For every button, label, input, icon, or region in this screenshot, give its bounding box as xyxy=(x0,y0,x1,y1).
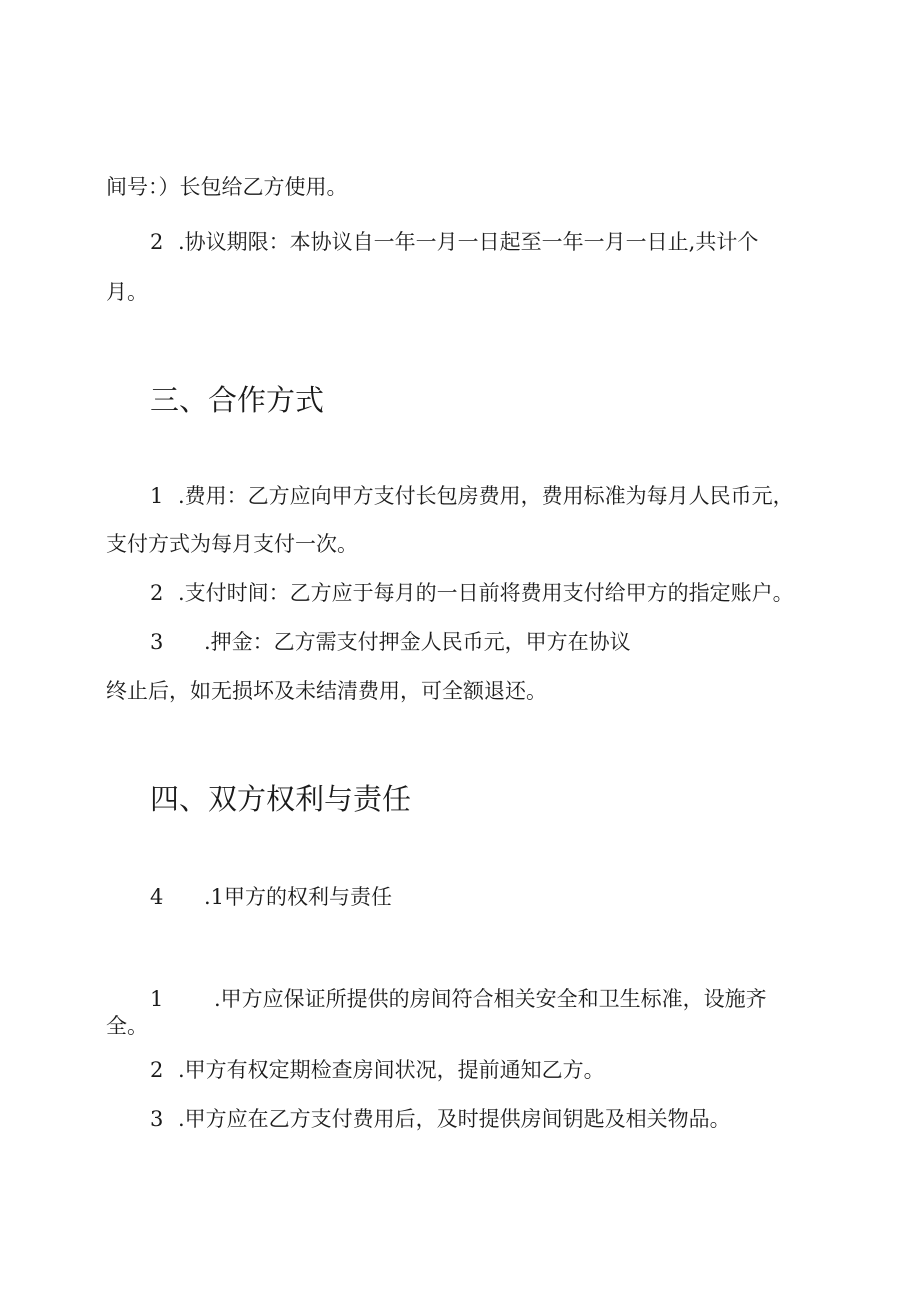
clause-keys: 3 .甲方应在乙方支付费用后，及时提供房间钥匙及相关物品。 xyxy=(150,1107,731,1131)
clause-number: 3 xyxy=(150,1107,164,1131)
section-heading-cooperation: 三、合作方式 xyxy=(150,383,325,417)
clause-number: 2 xyxy=(150,581,164,605)
clause-payment-time: 2 .支付时间：乙方应于每月的一日前将费用支付给甲方的指定账户。 xyxy=(150,581,794,605)
clause-agreement-term: 2 .协议期限：本协议自一年一月一日起至一年一月一日止,共计个 xyxy=(150,230,759,254)
subsection-party-a-rights: 4 .1甲方的权利与责任 xyxy=(150,885,393,909)
continuation-line-refund: 终止后，如无损坏及未结清费用，可全额退还。 xyxy=(106,679,547,703)
continuation-line-complete: 全。 xyxy=(106,1014,148,1038)
clause-inspection: 2 .甲方有权定期检查房间状况，提前通知乙方。 xyxy=(150,1058,605,1082)
continuation-line-room-number: 间号：）长包给乙方使用。 xyxy=(106,175,348,199)
continuation-line-payment-method: 支付方式为每月支付一次。 xyxy=(106,532,358,556)
clause-number: 1 xyxy=(150,987,164,1011)
clause-deposit: 3 .押金：乙方需支付押金人民币元，甲方在协议 xyxy=(150,630,631,654)
clause-number: 2 xyxy=(150,230,164,254)
clause-number: 1 xyxy=(150,484,164,508)
clause-safety-standards: 1 .甲方应保证所提供的房间符合相关安全和卫生标准，设施齐 xyxy=(150,987,767,1011)
continuation-line-month: 月。 xyxy=(106,280,148,304)
clause-number: 3 xyxy=(150,630,164,654)
clause-number: 4 xyxy=(150,885,164,909)
section-heading-rights: 四、双方权利与责任 xyxy=(150,782,412,816)
clause-fee: 1 .费用：乙方应向甲方支付长包房费用，费用标准为每月人民币元， xyxy=(150,484,794,508)
clause-number: 2 xyxy=(150,1058,164,1082)
